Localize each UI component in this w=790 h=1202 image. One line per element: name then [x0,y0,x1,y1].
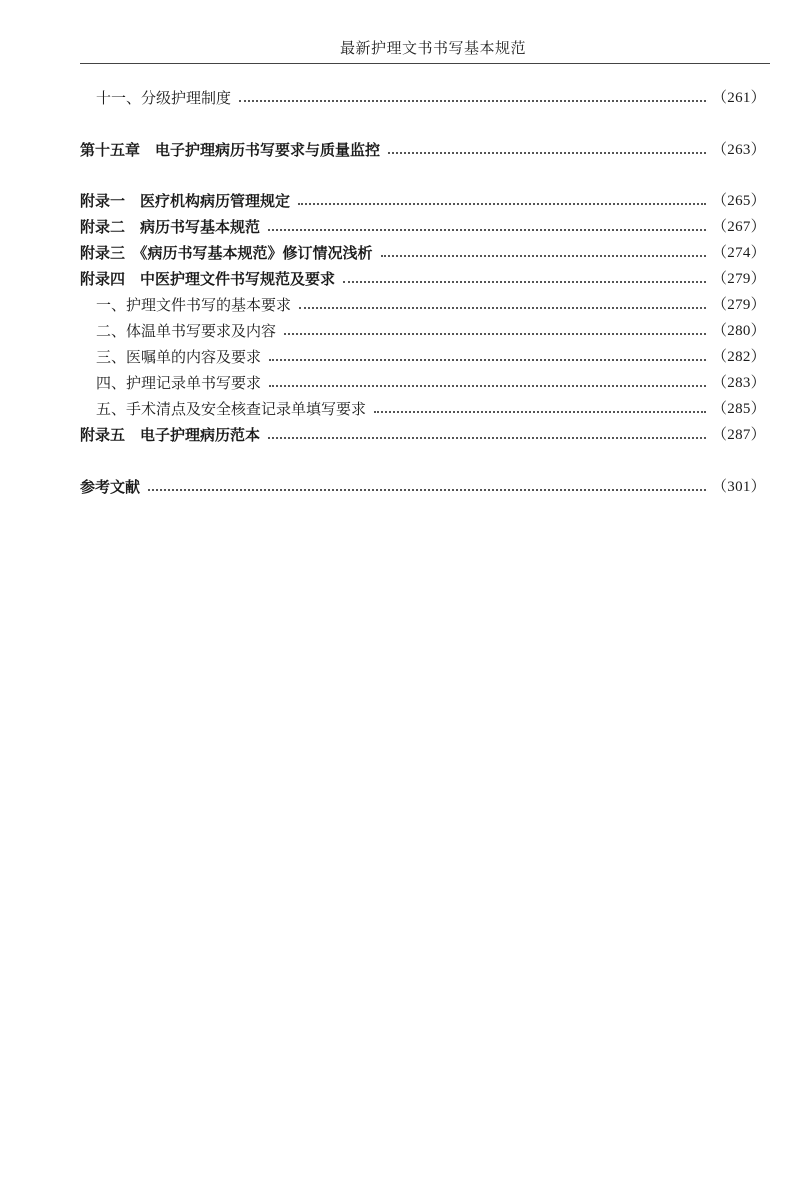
toc-entry-page: （279） [711,297,766,313]
dot-leader [269,359,706,361]
toc-entry-references[interactable] [80,475,766,497]
dot-leader [268,229,706,231]
toc-entry-page: （265） [711,193,766,209]
toc-entry-appendix-4-4[interactable] [80,371,766,393]
dot-leader [298,203,706,205]
toc-entry-title: 附录五 电子护理病历范本 [80,426,261,444]
toc-entry-title: 十一、分级护理制度 [96,89,232,107]
toc-entry-appendix-5[interactable] [80,423,766,445]
dot-leader [148,489,706,491]
toc-entry-appendix-4-2[interactable] [80,319,766,341]
toc-entry-page: （274） [711,245,766,261]
dot-leader [381,255,706,257]
toc-entry-title: 三、医嘱单的内容及要求 [96,348,262,366]
toc-entry-page: （283） [711,375,766,391]
toc-entry-grading-nursing[interactable] [80,86,766,108]
toc-entry-title: 第十五章 电子护理病历书写要求与质量监控 [80,141,381,159]
dot-leader [374,411,706,413]
dot-leader [284,333,706,335]
toc-entry-appendix-4-1[interactable] [80,293,766,315]
toc-entry-appendix-1[interactable] [80,189,766,211]
toc-entry-title: 四、护理记录单书写要求 [96,374,262,392]
toc-entry-page: （280） [711,323,766,339]
toc-entry-appendix-4-3[interactable] [80,345,766,367]
toc-entry-title: 二、体温单书写要求及内容 [96,322,277,340]
toc-entry-page: （261） [711,90,766,106]
toc-entry-page: （279） [711,271,766,287]
header-rule [80,63,770,64]
running-header: 最新护理文书书写基本规范 [340,39,527,57]
toc-entry-title: 附录四 中医护理文件书写规范及要求 [80,270,336,288]
toc-entry-title: 附录一 医疗机构病历管理规定 [80,192,291,210]
dot-leader [269,385,706,387]
toc-entry-title: 附录三 《病历书写基本规范》修订情况浅析 [80,244,373,262]
dot-leader [239,100,706,102]
dot-leader [388,152,706,154]
toc-entry-page: （287） [711,427,766,443]
dot-leader [299,307,706,309]
toc-entry-appendix-4-5[interactable] [80,397,766,419]
toc-entry-page: （263） [711,142,766,158]
toc-entry-page: （301） [711,479,766,495]
toc-entry-title: 参考文献 [80,478,141,496]
dot-leader [343,281,706,283]
toc-entry-page: （282） [711,349,766,365]
dot-leader [268,437,706,439]
toc-entry-title: 附录二 病历书写基本规范 [80,218,261,236]
toc-entry-page: （285） [711,401,766,417]
toc-entry-appendix-3[interactable] [80,241,766,263]
toc-entry-page: （267） [711,219,766,235]
toc-entry-title: 五、手术清点及安全核查记录单填写要求 [96,400,367,418]
toc-entry-appendix-2[interactable] [80,215,766,237]
toc-entry-title: 一、护理文件书写的基本要求 [96,296,292,314]
toc-entry-appendix-4[interactable] [80,267,766,289]
toc-entry-chapter-15[interactable] [80,138,766,160]
